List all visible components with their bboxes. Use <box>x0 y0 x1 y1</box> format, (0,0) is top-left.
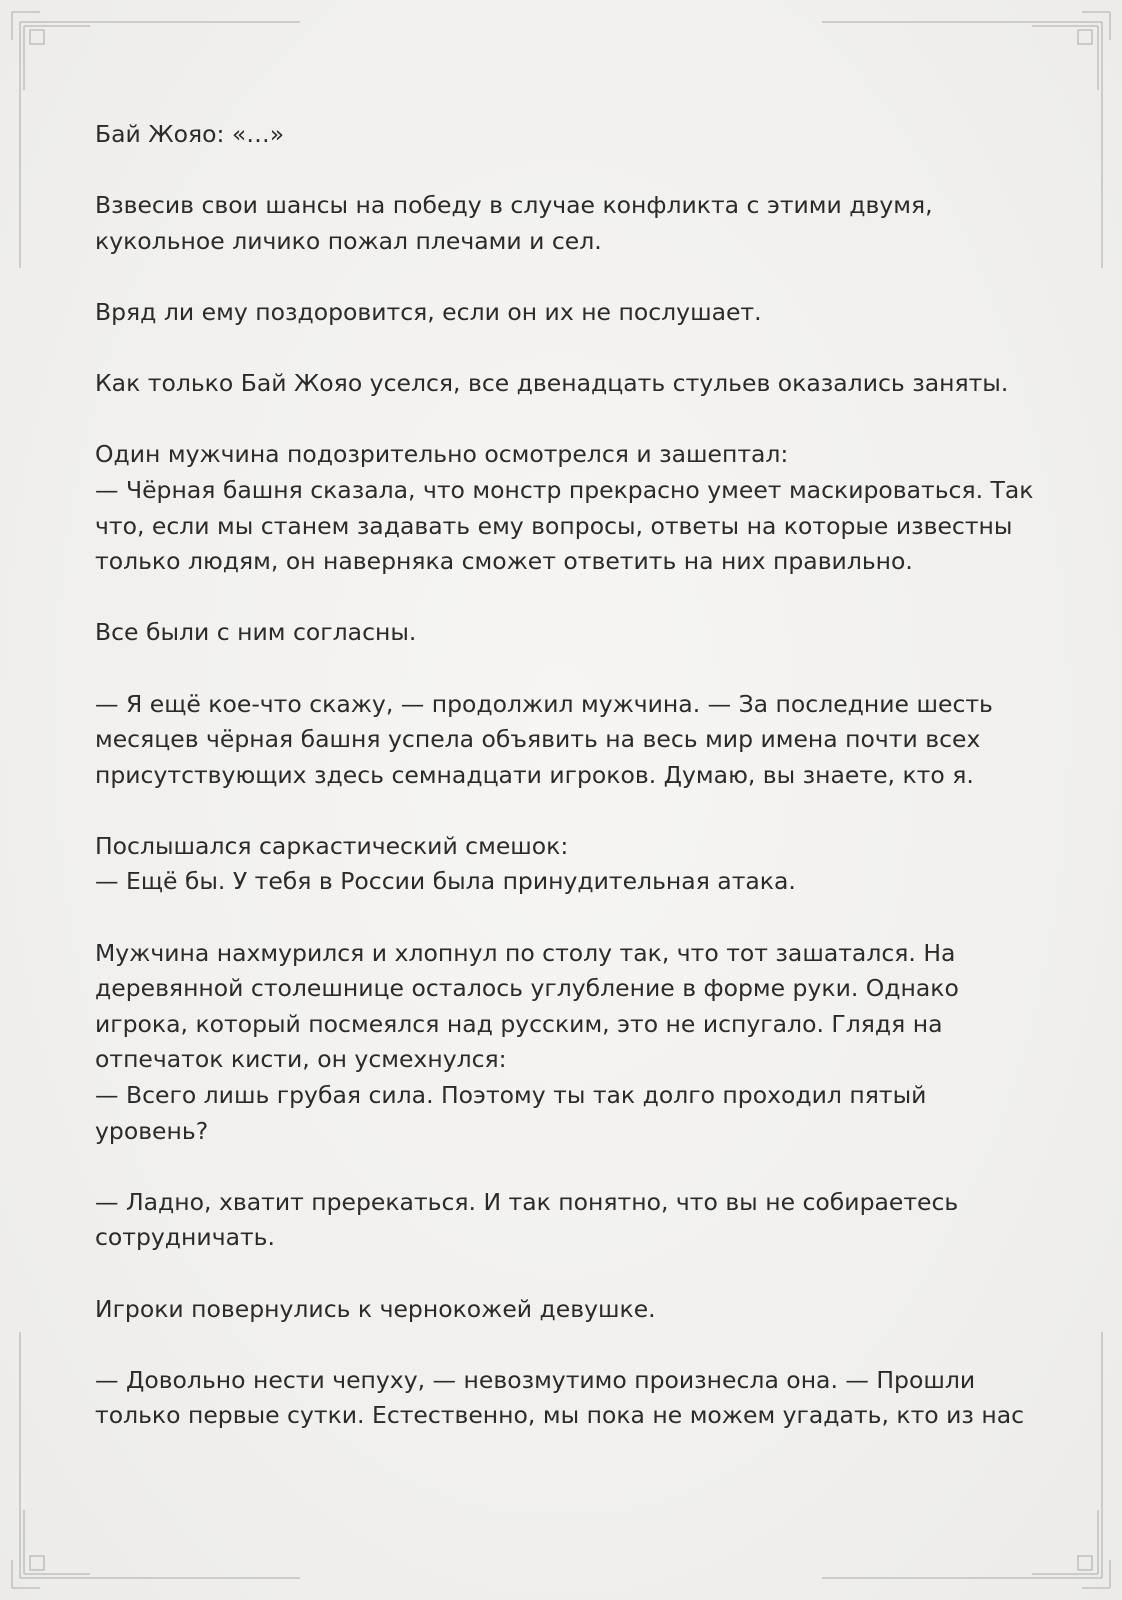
text-line: игрока, который посмеялся над русским, это не испугало. Глядя на <box>95 1009 943 1038</box>
text-line: Все были с ним согласны. <box>95 618 417 647</box>
corner-bracket-top-left <box>30 30 44 44</box>
corner-bracket-bottom-left <box>30 1556 44 1570</box>
paragraph <box>95 936 1030 1150</box>
paragraph <box>95 1363 1030 1434</box>
text-line: Послышался саркастический смешок: <box>95 831 569 860</box>
paragraph <box>95 615 1030 651</box>
paragraph <box>95 295 1030 331</box>
text-line: — Чёрная башня сказала, что монстр прекрасно умеет маскироваться. Так <box>95 475 1034 504</box>
corner-bracket-bottom-right <box>1078 1556 1092 1570</box>
text-line: деревянной столешнице осталось углубление в форме руки. Однако <box>95 974 959 1003</box>
text-line: Взвесив свои шансы на победу в случае конфликта с этими двумя, <box>95 191 933 220</box>
text-line: — Ещё бы. У тебя в России была принудительная атака. <box>95 867 796 896</box>
text-line: Как только Бай Жояо уселся, все двенадцать стульев оказались заняты. <box>95 369 1009 398</box>
text-line: сотрудничать. <box>95 1223 275 1252</box>
text-line: что, если мы станем задавать ему вопросы, ответы на которые известны <box>95 511 1013 540</box>
paragraph <box>95 829 1030 900</box>
text-line: месяцев чёрная башня успела объявить на весь мир имена почти всех <box>95 725 981 754</box>
text-line: Один мужчина подозрительно осмотрелся и зашептал: <box>95 440 789 469</box>
story-text <box>95 117 1034 1470</box>
text-line: — Я ещё кое-что скажу, — продолжил мужчина. — За последние шесть <box>95 689 993 718</box>
text-line: — Довольно нести чепуху, — невозмутимо произнесла она. — Прошли <box>95 1365 976 1394</box>
text-line: присутствующих здесь семнадцати игроков. Думаю, вы знаете, кто я. <box>95 760 974 789</box>
paragraph <box>95 1292 1030 1328</box>
text-line: Вряд ли ему поздоровится, если он их не послушает. <box>95 297 762 326</box>
paragraph <box>95 366 1030 402</box>
text-line: только людям, он наверняка сможет ответить на них правильно. <box>95 547 913 576</box>
paragraph <box>95 1185 1030 1256</box>
text-line: только первые сутки. Естественно, мы пока не можем угадать, кто из нас <box>95 1401 1025 1430</box>
paragraph <box>95 188 1030 259</box>
text-line: Бай Жояо: «…» <box>95 120 285 148</box>
text-line: Мужчина нахмурился и хлопнул по столу так, что тот зашатался. На <box>95 938 956 967</box>
paragraph <box>95 687 1030 794</box>
paragraph <box>95 437 1034 579</box>
text-line: — Всего лишь грубая сила. Поэтому ты так долго проходил пятый <box>95 1081 927 1110</box>
text-line: Игроки повернулись к чернокожей девушке. <box>95 1294 656 1323</box>
text-line: кукольное личико пожал плечами и сел. <box>95 226 602 255</box>
paragraph <box>95 117 1030 153</box>
text-line: уровень? <box>95 1116 209 1145</box>
text-line: отпечаток кисти, он усмехнулся: <box>95 1045 507 1074</box>
text-line: — Ладно, хватит пререкаться. И так понятно, что вы не собираетесь <box>95 1187 959 1216</box>
corner-bracket-top-right <box>1078 30 1092 44</box>
